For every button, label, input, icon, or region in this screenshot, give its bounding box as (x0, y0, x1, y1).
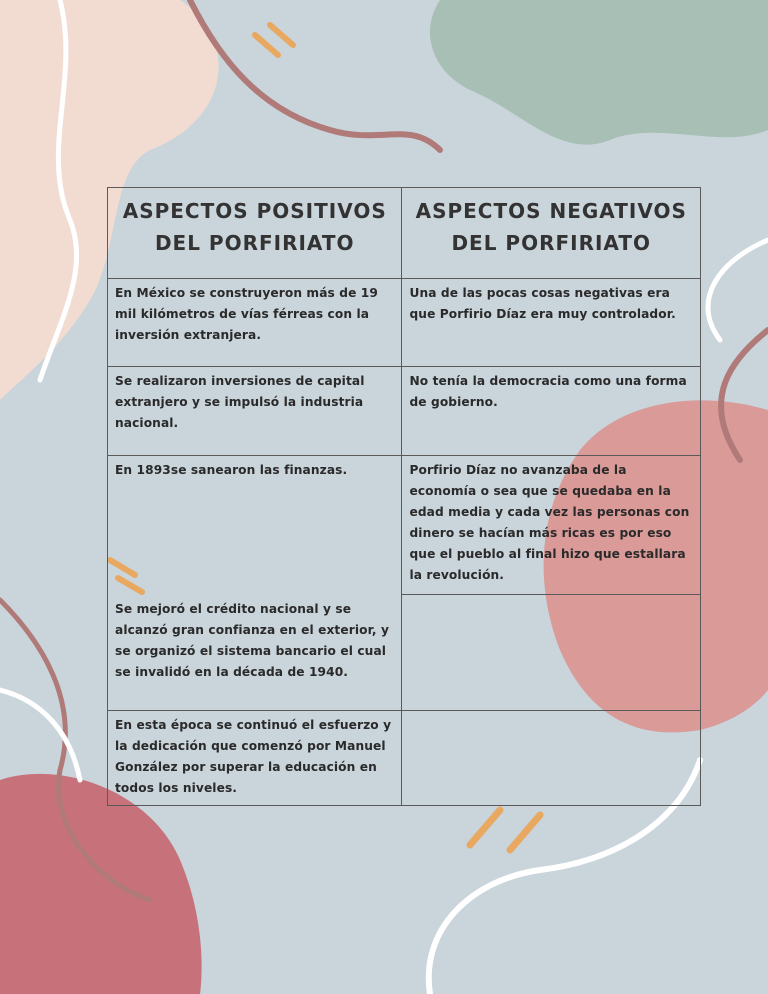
table-header-row (108, 188, 701, 279)
header-negative: ASPECTOS NEGATIVOS DEL PORFIRIATO (402, 188, 701, 279)
cell-negative (402, 595, 701, 711)
cell-positive: En esta época se continuó el esfuerzo y la dedicación que comenzó por Manuel González por superar la educación en todos los niveles. (108, 711, 402, 806)
cell-positive: Se realizaron inversiones de capital extranjero y se impulsó la industria nacional. (108, 367, 402, 456)
table-row (108, 711, 701, 806)
cell-positive: En 1893se sanearon las finanzas. (108, 456, 402, 595)
cell-negative: Una de las pocas cosas negativas era que Porfirio Díaz era muy controlador. (402, 279, 701, 367)
cell-negative: Porfirio Díaz no avanzaba de la economía o sea que se quedaba en la edad media y cada vez las personas con dinero se hacían más ricas es por eso que el pueblo al final hizo que estallara la revolución. (402, 456, 701, 595)
cell-positive: Se mejoró el crédito nacional y se alcanzó gran confianza en el exterior, y se organizó el sistema bancario el cual se invalidó en la década de 1940. (108, 595, 402, 711)
table-row (108, 367, 701, 456)
cell-negative: No tenía la democracia como una forma de gobierno. (402, 367, 701, 456)
header-positive: ASPECTOS POSITIVOS DEL PORFIRIATO (108, 188, 402, 279)
table-row (108, 279, 701, 367)
cell-positive: En México se construyeron más de 19 mil kilómetros de vías férreas con la inversión extranjera. (108, 279, 402, 367)
table-row (108, 595, 701, 711)
cell-negative (402, 711, 701, 806)
porfiriato-table (107, 187, 701, 806)
table-row (108, 456, 701, 595)
